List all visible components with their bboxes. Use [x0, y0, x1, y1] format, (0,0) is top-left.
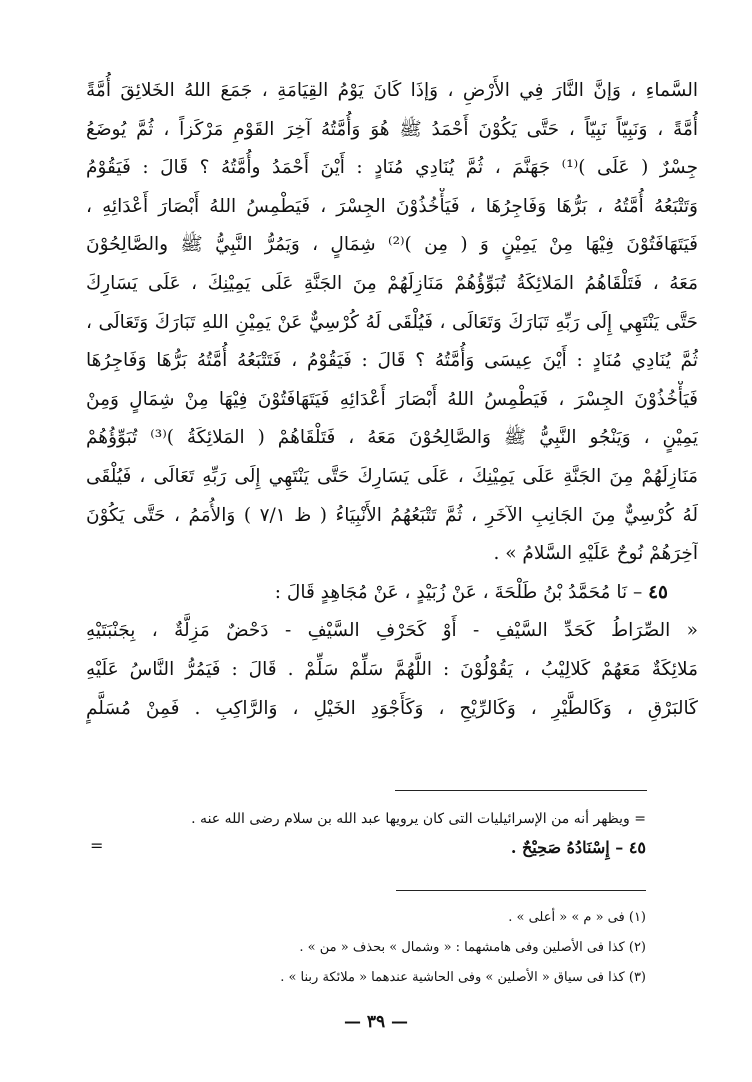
- hadith-number: ٤٥: [648, 581, 668, 603]
- note-item: (٣) كذا فى سياق « الأصلين » وفى الحاشية عندهما « ملائكة ربنا » .: [280, 970, 646, 985]
- text-line: السَّماءِ ، وَإنَّ النَّارَ فِي الأَرْضِ ، وَإذَا كَانَ يَوْمُ القِيَامَةِ ، جَمَعَ اللهُ الخَلائِقَ أُمَّةً: [86, 80, 698, 101]
- text-line: آخِرَهُمْ نُوحٌ عَلَيْهِ السَّلامُ » .: [493, 543, 698, 565]
- variant-notes: [200, 903, 646, 993]
- isnad-note: ٤٥ – إِسْنَادُهُ صَحِيْحٌ .: [510, 838, 646, 857]
- page-number: — ٣٩ —: [343, 1012, 409, 1032]
- text-line: كَالبَرْقِ ، وَكَالطَّيْرِ ، وَكَالرِّيْحِ ، وَكَأَجْوَدِ الخَيْلِ ، وَالرَّاكِبِ . فَمِنْ مُسَلَّمٍ: [86, 697, 698, 719]
- text-line: فَيَتَهَافَتُوْنَ فِيْهَا مِنْ يَمِيْنٍ وَ ( مِن )⁽²⁾ شِمَالٍ ، وَيَمُرُّ النَّبِيُّ ﷺ والصَّالِحُوْنَ: [86, 234, 698, 256]
- text-line: حَتَّى يَنْتَهِي إِلَى رَبِّهِ تَبَارَكَ وَتَعَالَى ، فَيُلْقَى لَهُ كُرْسِيٌّ عَنْ يَمِيْنِ اللهِ تَبَارَكَ وَتَعَالَى ،: [86, 311, 698, 333]
- main-text: [86, 72, 698, 728]
- text-line: وَتَتْبَعُهُ أُمَّتُهُ ، بَرُّهَا وَفَاجِرُهَا ، فَيَأْخُذُوْنَ الجِسْرَ ، فَيَطْمِسُ اللهُ أَبْصَارَ أَعْدَائِهِ ،: [86, 195, 698, 217]
- text-line: مَنَازِلَهُمْ مِنَ الجَنَّةِ عَلَى يَمِيْنِكَ ، عَلَى يَسَارِكَ حَتَّى يَنْتَهِي إِلَى رَبِّهِ تَعَالَى ، فَيُلْقَى: [86, 465, 698, 487]
- note-item: (٢) كذا فى الأصلين وفى هامشهما : « وشمال » بحذف « من » .: [299, 940, 646, 955]
- hadith-heading: [86, 574, 698, 613]
- notes-divider: [396, 890, 646, 891]
- footnote-commentary: [86, 805, 646, 863]
- text-line: ثُمَّ يُنَادِي مُنَادٍ : أَيْنَ عِيسَى وَأُمَّتُهُ ؟ قَالَ : فَيَقُوْمُ ، فَتَتْبَعُهُ أُمَّتُهُ بَرُّهَا وَفَاجِرُهَا: [86, 350, 698, 372]
- text-line: أُمَّةً ، وَنَبِيّاً نَبِيّاً ، حَتَّى يَكُوْنَ أَحْمَدُ ﷺ هُوَ وَأُمَّتُهُ آخِرَ القَوْمِ مَرْكَزاً ، ثُمَّ يُوضَعُ: [86, 118, 698, 140]
- footnote-divider: [395, 790, 647, 791]
- text-line: جِسْرٌ ( عَلَى )⁽¹⁾ جَهَنَّمَ ، ثُمَّ يُنَادِي مُنَادٍ : أَيْنَ أَحْمَدُ وأُمَّتُهُ ؟ قَالَ : فَيَقُوْمُ: [86, 157, 698, 179]
- continuation-mark: =: [90, 836, 104, 855]
- footnote-continuation: = ويظهر أنه من الإسرائيليات التى كان يرويها عبد الله بن سلام رضى الله عنه .: [191, 811, 646, 827]
- text-line: لَهُ كُرْسِيٌّ مِنَ الجَانِبِ الآخَرِ ، ثُمَّ تَتْبَعُهُمُ الأَنْبِيَاءُ ( ظ ٧/١ ) وَالأُمَمُ ، حَتَّى يَكُوْنَ: [86, 504, 698, 526]
- text-line: « الصِّرَاطُ كَحَدِّ السَّيْفِ - أَوْ كَحَرْفِ السَّيْفِ - دَحْضٌ مَزِلَّةٌ ، بِجَنْبَتَيْهِ: [86, 620, 698, 642]
- text-line: يَمِيْنٍ ، وَيَنْجُو النَّبِيُّ ﷺ وَالصَّالِحُوْنَ مَعَهُ ، فَتَلْقَاهُمْ ( المَلائِكَةُ )⁽³⁾ تُبَوِّؤُهُمْ: [86, 427, 698, 449]
- text-line: مَلائِكَةٌ مَعَهُمْ كَلالِيْبُ ، يَقُوْلُوْنَ : اللَّهُمَّ سَلِّمْ سَلِّمْ . قَالَ : فَيَمُرُّ النَّاسُ عَلَيْهِ: [86, 658, 698, 680]
- text-line: فَيَأْخُذُوْنَ الجِسْرَ ، فَيَطْمِسُ اللهُ أَبْصَارَ أَعْدَائِهِ فَيَتَهَافَتُوْنَ فِيْهَا مِنْ شِمَالٍ وَمِنْ: [86, 388, 698, 410]
- note-item: (١) فى « م » « أعلى » .: [508, 910, 646, 925]
- hadith-chain: – نَا مُحَمَّدُ بْنُ طَلْحَةَ ، عَنْ زُبَيْدٍ ، عَنْ مُجَاهِدٍ قَالَ :: [274, 581, 649, 603]
- text-line: مَعَهُ ، فَتَلْقَاهُمُ المَلائِكَةُ تُبَوِّؤُهُمْ مَنَازِلَهُمْ مِنَ الجَنَّةِ عَلَى يَمِيْنِكَ ، عَلَى يَسَارِكَ: [86, 272, 698, 294]
